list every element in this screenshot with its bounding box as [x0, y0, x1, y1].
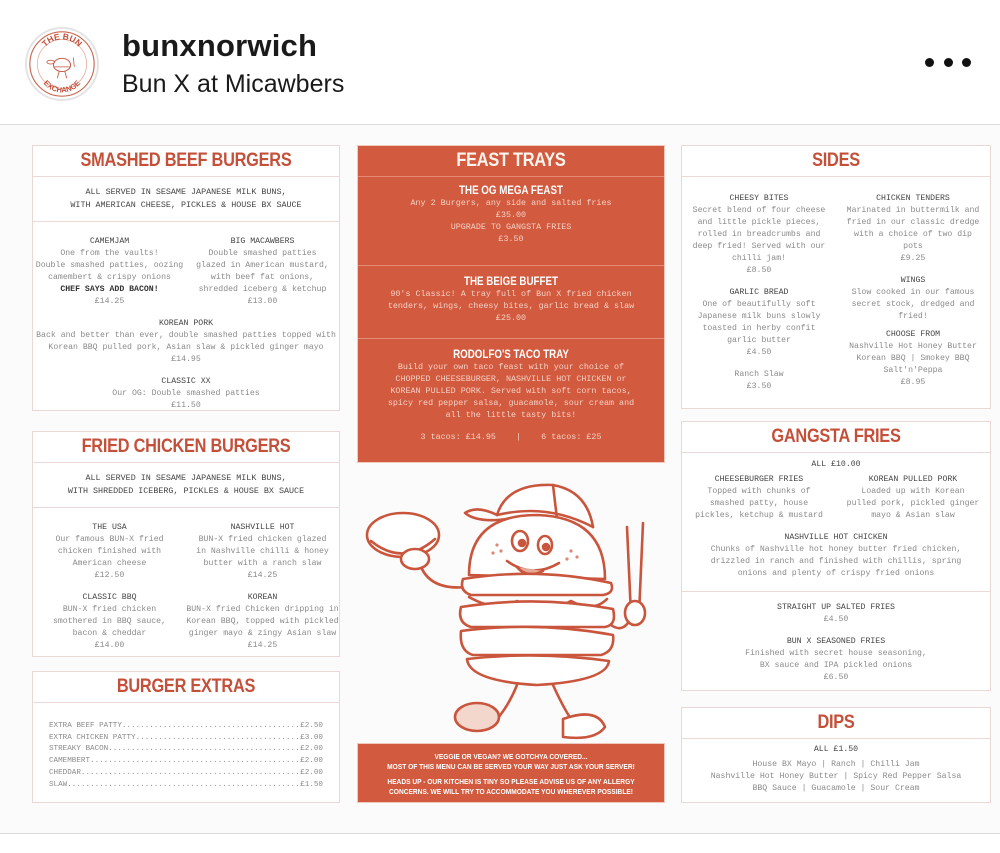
item-desc: all the little tasty bits!: [445, 410, 577, 420]
divider: [682, 452, 990, 453]
username[interactable]: bunxnorwich: [122, 28, 318, 63]
extra-price: £2.00: [300, 757, 323, 766]
side-item-chicken-tenders: [836, 193, 990, 265]
item-price: £35.00: [495, 210, 527, 220]
notice-line: VEGGIE OR VEGAN? WE GOTCHYA COVERED...: [434, 752, 588, 761]
menu-item-big-macawbers: [186, 236, 339, 308]
extra-label: EXTRA BEEF PATTY: [49, 722, 122, 730]
item-desc: Loaded up with Korean: [861, 487, 965, 496]
burger-mascot-illustration: [357, 475, 665, 745]
allergy-notice: [374, 777, 648, 797]
item-name: GARLIC BREAD: [729, 288, 789, 297]
side-item-ranch-slaw: [682, 369, 836, 393]
item-desc: bacon & cheddar: [72, 629, 147, 638]
item-price: £14.25: [94, 297, 125, 306]
item-desc: 90's Classic! A tray full of Bun X fried chicken: [390, 289, 632, 299]
item-desc: Build your own taco feast with your choice of: [397, 362, 625, 372]
item-desc: BUN-X fried chicken glazed: [198, 535, 327, 544]
divider: [682, 176, 990, 177]
item-note: CHEF SAYS ADD BACON!: [60, 285, 159, 294]
wing-flavour: Nashville Hot Honey Butter: [849, 342, 977, 351]
more-horizontal-icon: [944, 58, 953, 67]
menu-item-classic-xx: [33, 376, 339, 412]
more-horizontal-icon: [962, 58, 971, 67]
item-desc: KOREAN PULLED PORK. Served with soft corn tacos,: [390, 386, 632, 396]
item-price: 6 tacos: £25: [541, 432, 602, 442]
extras-row: [49, 768, 323, 780]
item-name: CHEESY BITES: [729, 194, 789, 203]
extra-label: EXTRA CHICKEN PATTY: [49, 733, 136, 742]
menu-image: [0, 125, 1000, 833]
item-upgrade-price: £3.50: [498, 234, 524, 244]
item-desc: toasted in herby confit: [702, 324, 816, 333]
veggie-notice: [374, 752, 648, 772]
extra-price: £2.00: [300, 745, 323, 754]
location-link[interactable]: Bun X at Micawbers: [122, 70, 345, 98]
smashed-beef-burgers-panel: [32, 145, 340, 411]
item-desc: fried!: [898, 312, 928, 321]
menu-item-classic-bbq: [33, 592, 186, 652]
item-name: CLASSIC XX: [161, 377, 211, 386]
item-desc: pots: [903, 242, 923, 251]
item-name: KOREAN PORK: [158, 319, 214, 328]
all-price: ALL £1.50: [813, 745, 859, 754]
item-desc: chicken finished with: [57, 547, 162, 556]
wing-flavour: Korean BBQ | Smokey BBQ: [856, 354, 970, 363]
item-desc: secret stock, dredged and: [851, 300, 975, 309]
item-price: £14.25: [247, 571, 278, 580]
post-header: [0, 0, 1000, 124]
gangsta-item-korean-pulled-pork: [836, 474, 990, 522]
extra-price: £1.50: [300, 780, 323, 789]
more-options-button[interactable]: [925, 50, 971, 74]
price-divider: |: [516, 432, 522, 442]
item-desc: drizzled in ranch and finished with chillis, spring: [710, 557, 962, 566]
side-item-cheesy-bites: [682, 193, 836, 277]
item-price: £4.50: [746, 348, 772, 357]
divider: [682, 591, 990, 592]
notice-line: HEADS UP - OUR KITCHEN IS TINY SO PLEASE ADVISE US OF ANY ALLERGY: [387, 777, 635, 786]
item-desc: chilli jam!: [731, 254, 787, 263]
item-desc: Secret blend of four cheese: [692, 206, 826, 215]
side-item-garlic-bread: [682, 287, 836, 359]
item-desc: Back and better than ever, double smashed patties topped with: [36, 331, 336, 340]
item-name: THE OG MEGA FEAST: [459, 185, 563, 197]
item-price: £11.50: [171, 401, 201, 410]
fries-item-straight-up: [682, 602, 990, 626]
notice-line: MOST OF THIS MENU CAN BE SERVED YOUR WAY JUST ASK YOUR SERVER!: [387, 762, 635, 771]
item-desc: with a choice of two dip: [854, 230, 972, 239]
notice-line: CONCERNS. WE WILL TRY TO ACCOMMODATE YOU WHEREVER POSSIBLE!: [389, 787, 633, 796]
item-desc: Our OG: Double smashed patties: [112, 389, 260, 398]
item-price: £3.50: [746, 382, 772, 391]
item-name: Ranch Slaw: [734, 370, 784, 379]
item-price: £25.00: [495, 313, 527, 323]
item-desc: camembert & crispy onions: [48, 273, 171, 282]
item-desc: Chunks of Nashville hot honey butter fried chicken,: [710, 545, 962, 554]
extras-row: [49, 733, 323, 745]
taco-prices: [362, 431, 660, 443]
sides-panel: [681, 145, 991, 409]
item-desc: Double smashed patties: [208, 249, 317, 258]
section-intro: [33, 463, 339, 507]
extra-label: CAMEMBERT: [49, 757, 91, 766]
feast-item-taco-tray: [358, 339, 664, 452]
section-title: SMASHED BEEF BURGERS: [80, 150, 292, 171]
item-price: £8.50: [746, 266, 772, 275]
item-desc: shredded iceberg & ketchup: [198, 285, 327, 294]
svg-text:EXCHANGE: EXCHANGE: [41, 78, 83, 95]
divider: [682, 738, 990, 739]
item-desc: BUN-X fried chicken: [62, 605, 157, 614]
extra-price: £2.00: [300, 768, 323, 777]
item-desc: pickles, ketchup & mustard: [695, 511, 823, 520]
intro-line: ALL SERVED IN SESAME JAPANESE MILK BUNS,: [85, 187, 287, 197]
item-desc: Korean BBQ, topped with pickled: [186, 617, 339, 626]
item-upgrade: UPGRADE TO GANGSTA FRIES: [450, 222, 572, 232]
extra-price: £2.50: [300, 722, 323, 730]
divider: [33, 221, 339, 222]
menu-item-korean-pork: [33, 318, 339, 366]
intro-line: WITH SHREDDED ICEBERG, PICKLES & HOUSE BX SAUCE: [67, 486, 305, 496]
item-desc: with beef fat onions,: [210, 273, 315, 282]
item-name: CLASSIC BBQ: [82, 593, 137, 602]
item-name: WINGS: [900, 276, 926, 285]
more-horizontal-icon: [925, 58, 934, 67]
item-desc: Our famous BUN-X fried: [55, 535, 164, 544]
item-desc: tenders, wings, cheesy bites, garlic bread & slaw: [387, 301, 635, 311]
item-desc: One from the vaults!: [60, 249, 159, 258]
item-name: CAMEMJAM: [89, 237, 130, 246]
extras-row: [49, 744, 323, 756]
item-name: THE BEIGE BUFFET: [464, 276, 558, 288]
item-price: £6.50: [823, 673, 849, 682]
item-desc: spicy red pepper salsa, guacamole, sour cream and: [387, 398, 635, 408]
wing-flavour: Salt'n'Peppa: [883, 366, 943, 375]
fried-chicken-burgers-panel: [32, 431, 340, 657]
menu-item-nashville-hot: [186, 522, 339, 582]
section-title: FEAST TRAYS: [456, 150, 566, 171]
item-desc: fried in our classic dredge: [846, 218, 980, 227]
item-desc: in Nashville chilli & honey: [196, 547, 329, 556]
svg-text:THE BUN: THE BUN: [39, 31, 85, 49]
item-price: £9.25: [900, 254, 926, 263]
item-desc: Slow cooked in our famous: [851, 288, 975, 297]
item-desc: BUN-X fried Chicken dripping in: [186, 605, 339, 614]
divider: [33, 507, 339, 508]
item-name: CHEESEBURGER FRIES: [714, 475, 804, 484]
item-desc: Topped with chunks of: [707, 487, 811, 496]
item-desc: smashed patty, house: [709, 499, 809, 508]
extra-label: SLAW: [49, 780, 68, 789]
item-price: £4.50: [823, 615, 849, 624]
item-desc: pulled pork, pickled ginger: [846, 499, 980, 508]
extra-label: CHEDDAR: [49, 768, 81, 777]
feast-trays-panel: [357, 145, 665, 463]
item-desc: BX sauce and IPA pickled onions: [759, 661, 913, 670]
divider: [0, 833, 1000, 834]
item-price: £12.50: [94, 571, 125, 580]
item-desc: rolled in breadcrumbs and: [697, 230, 821, 239]
menu-item-camemjam: [33, 236, 186, 308]
item-desc: onions and plenty of crispy fried onions: [737, 569, 935, 578]
item-name: KOREAN PULLED PORK: [868, 475, 958, 484]
menu-item-korean: [186, 592, 339, 652]
item-desc: Finished with secret house seasoning,: [745, 649, 927, 658]
feast-item-og-mega-feast: [358, 177, 664, 265]
divider: [33, 702, 339, 703]
item-desc: garlic butter: [727, 336, 791, 345]
extras-row: [49, 756, 323, 768]
section-title: SIDES: [812, 150, 860, 171]
section-title: BURGER EXTRAS: [116, 676, 256, 697]
avatar[interactable]: [25, 27, 99, 101]
item-desc: ginger mayo & zingy Asian slaw: [188, 629, 337, 638]
item-desc: and little pickle pieces,: [697, 218, 821, 227]
gangsta-fries-panel: [681, 421, 991, 691]
fries-item-bun-x-seasoned: [682, 636, 990, 684]
item-price: £8.95: [900, 378, 926, 387]
extras-row: [49, 780, 323, 792]
item-name: KOREAN: [247, 593, 278, 602]
item-price: £14.00: [94, 641, 125, 650]
dietary-allergy-notice: [357, 743, 665, 803]
menu-item-the-usa: [33, 522, 186, 582]
dip-options: BBQ Sauce | Guacamole | Sour Cream: [752, 784, 920, 793]
extra-label: STREAKY BACON: [49, 745, 109, 754]
bun-exchange-logo-icon: [27, 29, 97, 99]
gangsta-item-nashville-hot-chicken: [682, 532, 990, 580]
all-price: ALL £10.00: [811, 460, 861, 469]
dip-options: House BX Mayo | Ranch | Chilli Jam: [752, 760, 920, 769]
item-price: £14.95: [171, 355, 201, 364]
item-name: BIG MACAWBERS: [230, 237, 295, 246]
item-desc: glazed in American mustard,: [196, 261, 329, 270]
item-name: CHICKEN TENDERS: [876, 194, 950, 203]
item-desc: smothered in BBQ sauce,: [52, 617, 166, 626]
item-name: RODOLFO'S TACO TRAY: [453, 349, 569, 361]
section-title: FRIED CHICKEN BURGERS: [81, 436, 291, 457]
item-desc: CHOPPED CHEESEBURGER, NASHVILLE HOT CHICKEN or: [395, 374, 627, 384]
side-item-wings: [836, 275, 990, 389]
choose-from-label: CHOOSE FROM: [885, 330, 941, 339]
gangsta-item-cheeseburger-fries: [682, 474, 836, 522]
feast-item-beige-buffet: [358, 266, 664, 338]
item-desc: American cheese: [72, 559, 147, 568]
item-desc: Japanese milk buns slowly: [697, 312, 821, 321]
section-title: GANGSTA FRIES: [771, 426, 901, 447]
item-name: BUN X SEASONED FRIES: [786, 637, 886, 646]
extras-row: [49, 721, 323, 733]
item-desc: mayo & Asian slaw: [871, 511, 955, 520]
extra-price: £3.00: [300, 733, 323, 742]
extras-list: [33, 721, 339, 791]
item-name: NASHVILLE HOT CHICKEN: [784, 533, 888, 542]
item-desc: One of beautifully soft: [702, 300, 816, 309]
item-price: 3 tacos: £14.95: [420, 432, 496, 442]
item-name: STRAIGHT UP SALTED FRIES: [777, 603, 895, 612]
item-desc: Double smashed patties, oozing: [35, 261, 184, 270]
item-desc: deep fried! Served with our: [692, 242, 826, 251]
item-desc: Marinated in buttermilk and: [846, 206, 980, 215]
burger-mascot-icon: [357, 475, 665, 745]
item-desc: Korean BBQ pulled pork, Asian slaw & pickled ginger mayo: [48, 343, 324, 352]
item-price: £13.00: [247, 297, 278, 306]
burger-extras-panel: [32, 671, 340, 803]
section-intro: [33, 177, 339, 221]
dips-panel: [681, 707, 991, 803]
dip-options: Nashville Hot Honey Butter | Spicy Red Pepper Salsa: [710, 772, 962, 781]
item-price: £14.25: [247, 641, 278, 650]
item-desc: butter with a ranch slaw: [203, 559, 322, 568]
item-name: NASHVILLE HOT: [230, 523, 295, 532]
intro-line: ALL SERVED IN SESAME JAPANESE MILK BUNS,: [85, 473, 287, 483]
intro-line: WITH AMERICAN CHEESE, PICKLES & HOUSE BX SAUCE: [70, 200, 302, 210]
item-desc: Any 2 Burgers, any side and salted fries: [410, 198, 612, 208]
section-title: DIPS: [817, 712, 855, 733]
item-name: THE USA: [92, 523, 127, 532]
